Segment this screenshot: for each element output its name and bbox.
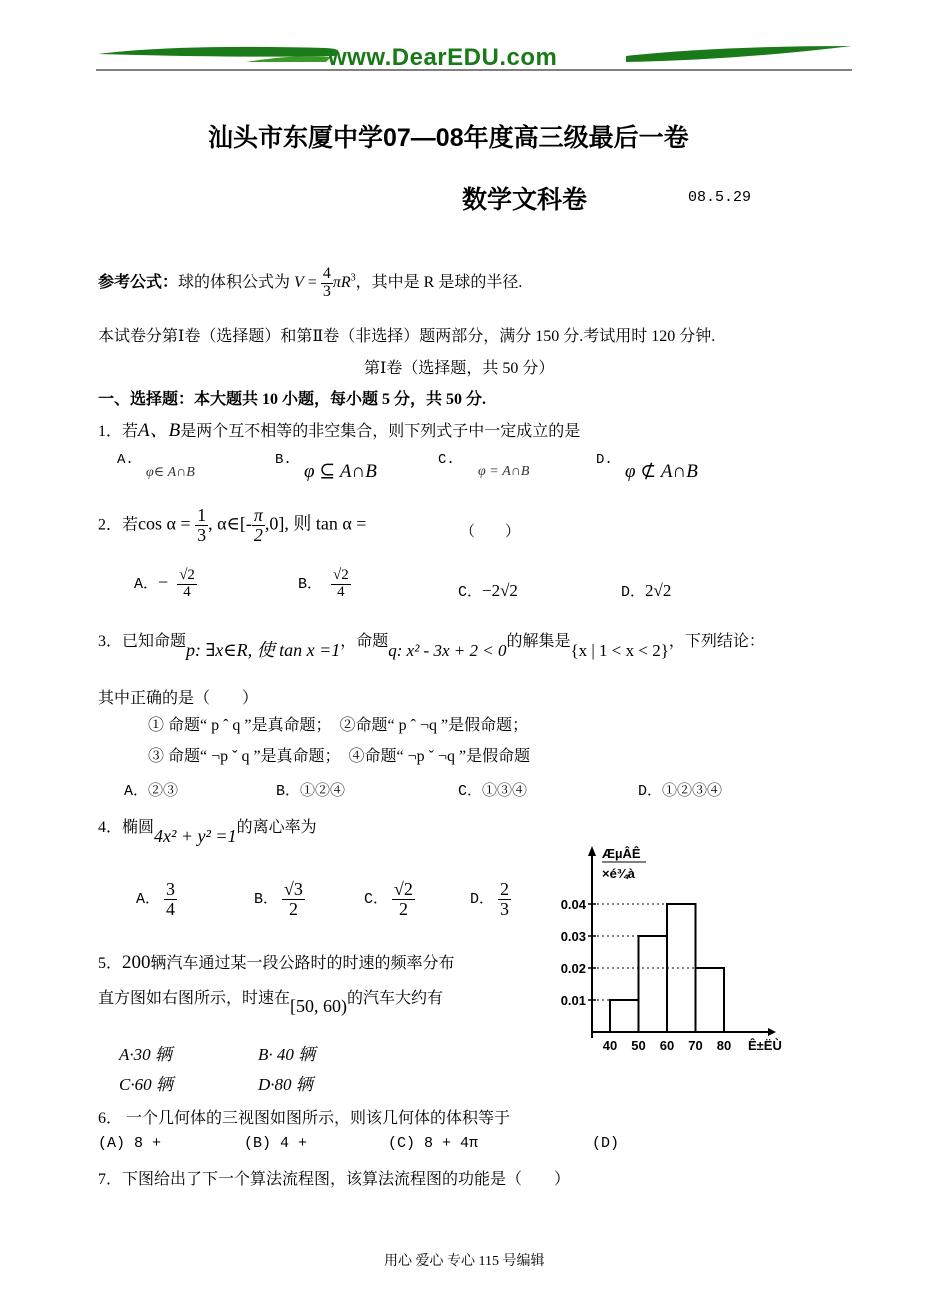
x-tick-label-3: 60 xyxy=(659,1038,675,1053)
q4-option-d[interactable] xyxy=(470,880,511,919)
q5-line-2-end: 的汽车大约有 xyxy=(347,990,444,1007)
question-6-stem: 6． 一个几何体的三视图如图所示，则该几何体的体积等于 xyxy=(98,1110,511,1127)
formula-pi-r: πR xyxy=(332,273,351,291)
q3-option-b[interactable]: B．①②④ xyxy=(276,783,346,800)
q2-c-label: C． xyxy=(458,584,483,601)
formula-den: 3 xyxy=(322,282,331,300)
histogram-bar-1 xyxy=(610,1000,639,1032)
q2-pi-num: π xyxy=(253,505,263,525)
q6-option-d[interactable]: (D) xyxy=(592,1135,620,1152)
q2-a-label: A． xyxy=(134,576,159,594)
q4-c-fraction xyxy=(392,880,415,919)
q4-a-den: 4 xyxy=(166,898,176,919)
q3-option-a[interactable]: A．②③ xyxy=(124,783,179,800)
q2-d-label: D． xyxy=(621,584,646,601)
q1-option-c-label[interactable]: C. xyxy=(438,452,455,468)
q3-prompt: 其中正确的是（ ） xyxy=(98,690,259,707)
q4-ellipse-equation: 4x² + y² =1 xyxy=(154,826,237,846)
q4-b-label: B． xyxy=(254,891,279,909)
q2-pi-fraction xyxy=(252,506,265,545)
question-2-stem xyxy=(98,506,366,545)
q1-number: 1．若 xyxy=(98,423,139,440)
q2-d-expr: 2√2 xyxy=(645,581,672,600)
formula-v: V xyxy=(294,273,304,291)
x-tick-label-1: 40 xyxy=(602,1038,618,1053)
formula-eq: = xyxy=(307,273,317,291)
q5-option-d[interactable]: D·80 辆 xyxy=(258,1075,313,1094)
question-1-stem xyxy=(98,415,580,442)
q2-b-fraction xyxy=(331,568,351,601)
q4-c-label: C． xyxy=(364,891,389,909)
q3-proposition-q: q: x² - 3x + 2 < 0 xyxy=(388,641,507,660)
q4-option-a[interactable] xyxy=(136,880,177,919)
y-axis-arrow xyxy=(588,846,596,856)
q6-option-c[interactable]: (C) 8 + 4π xyxy=(388,1135,479,1152)
header-banner xyxy=(96,40,856,76)
q1-option-c-expr[interactable]: φ = A∩B xyxy=(478,464,530,479)
q4-b-fraction xyxy=(282,880,305,919)
q1-sets: A、B xyxy=(138,420,181,441)
y-tick-label-1: 0.01 xyxy=(560,993,586,1008)
q3-proposition-p: p: ∃x∈R, 使 tan x =1 xyxy=(186,640,341,660)
q2-number: 2．若 xyxy=(98,516,139,534)
q4-d-label: D． xyxy=(470,891,495,909)
q3-number: 3．已知命题 xyxy=(98,633,187,650)
q4-d-den: 3 xyxy=(500,898,510,919)
q4-c-num: √2 xyxy=(394,879,413,899)
part-one-heading: 第Ⅰ卷（选择题，共 50 分） xyxy=(364,360,555,377)
q5-number: 5． xyxy=(98,955,123,972)
page-subtitle: 数学文科卷 xyxy=(462,186,588,214)
q3-statements-3-4: ③ 命题“ ¬p ˇ q ”是真命题； ④命题“ ¬p ˇ ¬q ”是假命题 xyxy=(148,748,531,765)
q2-den: 3 xyxy=(197,524,207,545)
q4-d-fraction xyxy=(498,880,511,919)
q1-option-d-label[interactable]: D. xyxy=(596,452,613,468)
q4-option-b[interactable] xyxy=(254,880,305,919)
formula-exponent: 3 xyxy=(350,272,356,284)
histogram-bar-4 xyxy=(696,968,725,1032)
x-tick-label-5: 80 xyxy=(716,1038,732,1053)
q5-line-1-text: 辆汽车通过某一段公路时的时速的频率分布 xyxy=(150,955,455,972)
y-axis-label-line-2: ×é¾à xyxy=(602,866,635,881)
formula-intro: 球的体积公式为 xyxy=(178,273,291,291)
q3-mid: ，命题 xyxy=(340,633,389,650)
q1-stem-text: 是两个互不相等的非空集合，则下列式子中一定成立的是 xyxy=(180,423,581,440)
q5-line-2-text: 直方图如右图所示，时速在 xyxy=(98,990,291,1007)
histogram-bar-2 xyxy=(639,936,668,1032)
formula-num: 4 xyxy=(322,265,331,282)
q1-option-d-expr[interactable]: φ ⊄ A∩B xyxy=(625,461,698,482)
site-name[interactable]: www.DearEDU.com xyxy=(328,44,558,71)
question-5-line-1 xyxy=(98,950,455,974)
exam-date: 08.5.29 xyxy=(688,189,752,206)
q2-tan: ,0], 则 tan α = xyxy=(264,513,367,534)
formula-line xyxy=(98,266,522,306)
page-title: 汕头市东厦中学07—08年度高三级最后一卷 xyxy=(208,124,689,152)
q2-b-num: √2 xyxy=(333,567,349,583)
y-axis-label-line-1: ÆµÂÊ xyxy=(602,846,641,861)
exam-info: 本试卷分第Ⅰ卷（选择题）和第Ⅱ卷（非选择）题两部分，满分 150 分.考试用时 120 分钟. xyxy=(98,328,716,345)
x-tick-label-4: 70 xyxy=(688,1038,703,1053)
formula-fraction xyxy=(321,266,333,301)
q4-d-num: 2 xyxy=(500,879,510,899)
q3-option-c[interactable]: C．①③④ xyxy=(458,783,528,800)
q2-a-num: √2 xyxy=(179,567,195,583)
q2-b-label: B． xyxy=(298,576,323,594)
q2-option-b[interactable] xyxy=(298,568,351,601)
y-tick-label-3: 0.03 xyxy=(560,929,586,944)
q2-cos: cos α = xyxy=(138,513,191,534)
formula-note: ，其中是 R 是球的半径. xyxy=(355,273,523,291)
q4-b-den: 2 xyxy=(288,898,298,919)
q5-speed-interval: [50, 60) xyxy=(290,996,348,1016)
x-axis-arrow xyxy=(768,1028,776,1036)
page-footer: 用心 爱心 专心 115 号编辑 xyxy=(384,1254,545,1269)
q5-vehicle-count: 200 xyxy=(122,952,151,973)
q2-c-expr: −2√2 xyxy=(482,581,518,600)
q2-option-d[interactable] xyxy=(621,580,671,601)
x-axis-label: Ê±ËÙ xyxy=(748,1038,782,1053)
q3-statements-1-2: ① 命题“ p ˆ q ”是真命题； ②命题“ p ˆ ¬q ”是假命题； xyxy=(148,717,529,734)
question-5-line-2 xyxy=(98,985,444,1016)
y-tick-label-4: 0.04 xyxy=(560,897,586,912)
q2-a-den: 4 xyxy=(183,583,191,600)
q1-option-b-label[interactable]: B. xyxy=(275,452,292,468)
q4-c-den: 2 xyxy=(398,898,408,919)
q2-option-a[interactable] xyxy=(134,568,197,601)
q1-option-b-expr[interactable]: φ ⊆ A∩B xyxy=(304,461,377,482)
q6-option-a[interactable]: (A) 8 + xyxy=(98,1135,162,1152)
q2-num: 1 xyxy=(197,505,207,525)
q2-option-c[interactable] xyxy=(458,580,518,601)
q3-solution-set: {x | 1 < x < 2} xyxy=(570,641,669,660)
q1-option-a-label[interactable]: A. xyxy=(117,452,134,468)
q6-option-b[interactable]: (B) 4 + xyxy=(244,1135,308,1152)
question-7-stem: 7．下图给出了下一个算法流程图，该算法流程图的功能是（ ） xyxy=(98,1171,571,1188)
q2-a-sign: − xyxy=(158,572,169,593)
speed-frequency-histogram xyxy=(540,838,800,1068)
q2-interval-start: , α∈[- xyxy=(208,513,252,534)
q2-a-fraction xyxy=(177,568,197,601)
q5-option-c[interactable]: C·60 辆 xyxy=(119,1075,173,1094)
q3-option-d[interactable]: D．①②③④ xyxy=(638,783,723,800)
q4-a-fraction xyxy=(164,880,177,919)
q1-option-a-expr[interactable]: φ∈ A∩B xyxy=(146,465,195,480)
q4-number: 4．椭圆 xyxy=(98,819,155,836)
q4-a-label: A． xyxy=(136,891,161,909)
histogram-bar-3 xyxy=(667,904,696,1032)
question-4-stem xyxy=(98,814,317,846)
section-one-heading: 一、选择题：本大题共 10 小题，每小题 5 分，共 50 分. xyxy=(98,391,487,408)
q5-option-b[interactable]: B· 40 辆 xyxy=(258,1045,316,1064)
q2-answer-paren: （ ） xyxy=(460,524,521,540)
q4-option-c[interactable] xyxy=(364,880,415,919)
q2-pi-den: 2 xyxy=(253,524,263,545)
q3-set-intro: 的解集是 xyxy=(506,633,571,650)
q2-fraction xyxy=(195,506,208,545)
formula-label: 参考公式： xyxy=(98,273,179,291)
q4-a-num: 3 xyxy=(166,879,176,899)
q4-b-num: √3 xyxy=(284,879,303,899)
q4-stem-text: 的离心率为 xyxy=(236,819,317,836)
x-tick-label-2: 50 xyxy=(631,1038,646,1053)
y-tick-label-2: 0.02 xyxy=(560,961,586,976)
q3-post: ，下列结论： xyxy=(668,633,765,650)
q2-b-den: 4 xyxy=(337,583,345,600)
question-3-stem xyxy=(98,626,765,660)
q5-option-a[interactable]: A·30 辆 xyxy=(119,1045,172,1064)
